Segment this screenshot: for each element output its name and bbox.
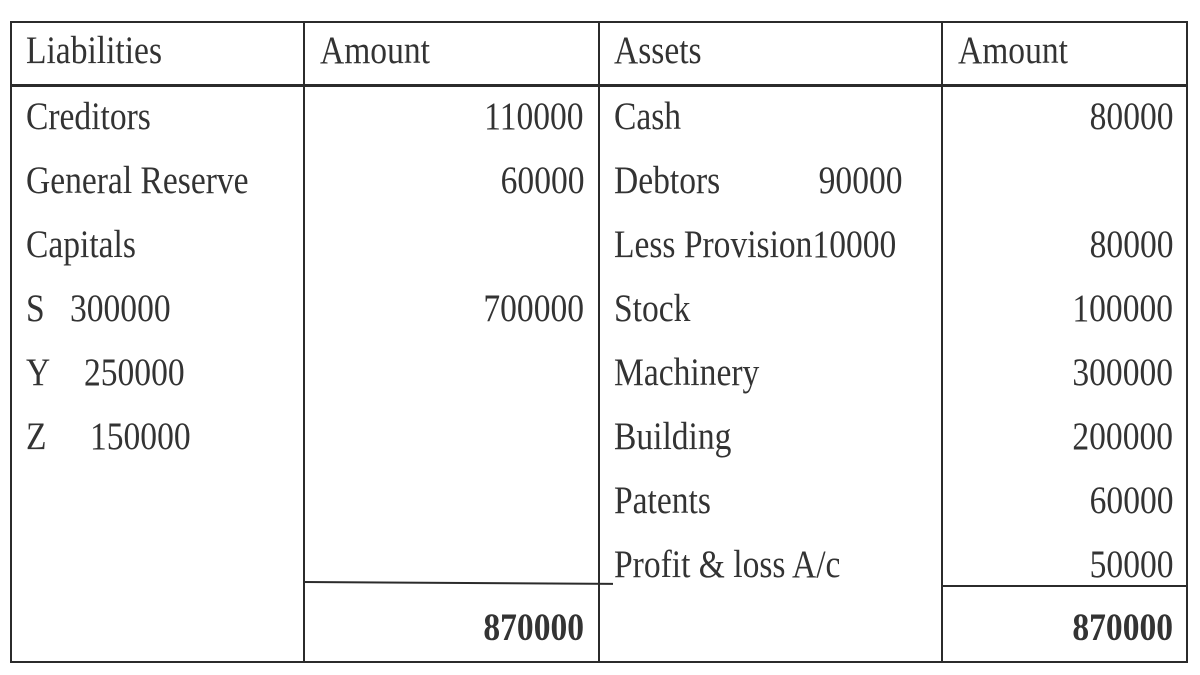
capitals-label: Capitals xyxy=(26,223,136,266)
stock-label: Stock xyxy=(614,287,691,330)
debtors-net-amount: 80000 xyxy=(1089,223,1173,266)
partner-letter: Y xyxy=(26,351,51,394)
building-amount: 200000 xyxy=(1072,415,1173,458)
debtors-gross: 90000 xyxy=(818,159,902,202)
partner-letter: Z xyxy=(26,415,47,458)
less-provision-label: Less Provision10000 xyxy=(614,223,897,266)
partner-capital: 250000 xyxy=(84,351,185,394)
header-liabilities: Liabilities xyxy=(26,29,163,72)
partner-capital: 300000 xyxy=(70,287,171,330)
capitals-amount: 700000 xyxy=(483,287,584,330)
machinery-label: Machinery xyxy=(614,351,760,394)
profit-loss-label: Profit & loss A/c xyxy=(614,543,841,586)
profit-loss-amount: 50000 xyxy=(1089,543,1173,586)
assets-total: 870000 xyxy=(1072,606,1173,649)
partner-capital: 150000 xyxy=(90,415,191,458)
creditors-label: Creditors xyxy=(26,95,151,138)
creditors-amount: 110000 xyxy=(484,95,584,138)
column-divider xyxy=(941,21,943,663)
header-amount-right: Amount xyxy=(958,29,1068,72)
debtors-label: Debtors xyxy=(614,159,721,202)
patents-label: Patents xyxy=(614,479,711,522)
general-reserve-amount: 60000 xyxy=(500,159,584,202)
partner-letter: S xyxy=(26,287,45,330)
header-divider xyxy=(10,84,1188,87)
header-amount-left: Amount xyxy=(320,29,430,72)
patents-amount: 60000 xyxy=(1089,479,1173,522)
building-label: Building xyxy=(614,415,732,458)
cash-label: Cash xyxy=(614,95,682,138)
liabilities-total: 870000 xyxy=(483,606,584,649)
machinery-amount: 300000 xyxy=(1072,351,1173,394)
column-divider xyxy=(598,21,600,663)
general-reserve-label: General Reserve xyxy=(26,159,249,202)
cash-amount: 80000 xyxy=(1089,95,1173,138)
stock-amount: 100000 xyxy=(1072,287,1173,330)
column-divider xyxy=(303,21,305,663)
header-assets: Assets xyxy=(614,29,702,72)
